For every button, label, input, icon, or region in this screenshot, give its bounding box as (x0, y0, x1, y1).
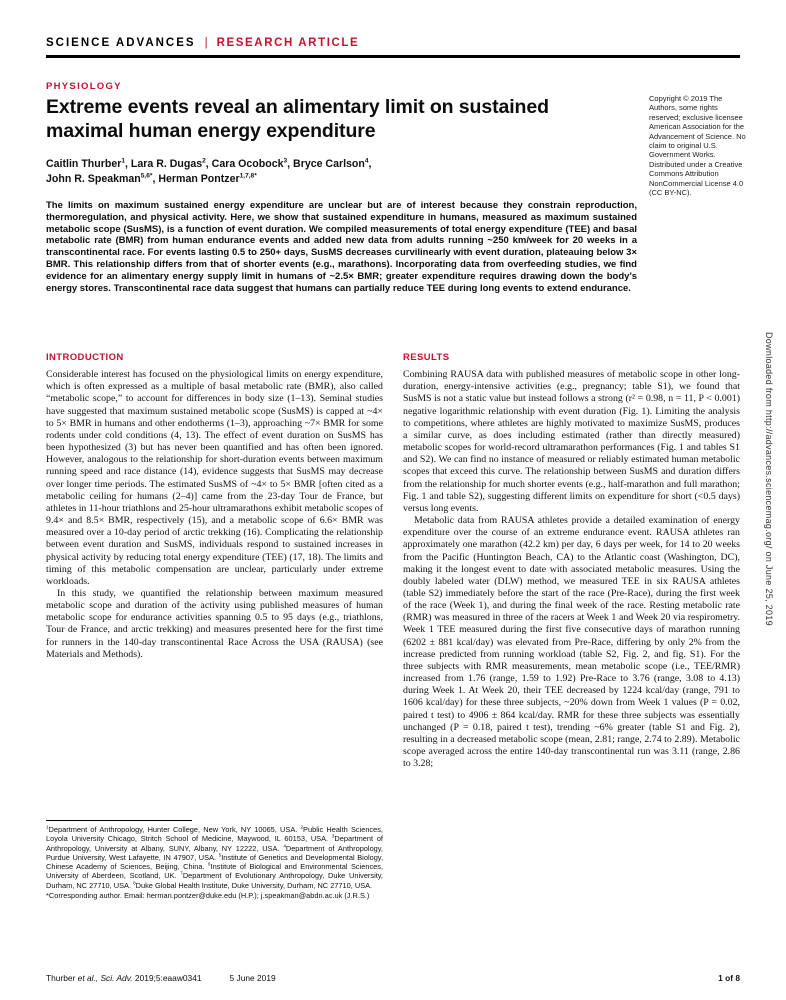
paragraph: In this study, we quantified the relationship between maximum measured metabolic scope and duration of the activity using published measures of human metabolic scope for endurance activities spanning 0.5 to 95 days (e.g., triathlons, Tour de France, and arctic trekking) and measures presented here for the first time for runners in the 140-day transcontinental Race Across the USA (RAUSA) (see Materials and Methods). (46, 587, 383, 660)
introduction-heading: INTRODUCTION (46, 352, 124, 363)
author-line: John R. Speakman$^{5,6*}$, Herman Pontzer$^{1,7,8*}$ (46, 171, 257, 185)
citation-journal: Sci. Adv. (100, 973, 135, 983)
footnotes (46, 820, 383, 900)
author-line: Caitlin Thurber$^1$, Lara R. Dugas$^2$, Cara Ocobock$^3$, Bryce Carlson$^4$, (46, 157, 372, 170)
article-title: Extreme events reveal an alimentary limit on sustained maximal human energy expenditure (46, 96, 549, 142)
page-footer (46, 973, 740, 983)
citation-detail: 2019;5:eaaw0341 (134, 973, 202, 983)
page-number: 1 of 8 (718, 973, 740, 983)
journal-masthead (46, 37, 740, 49)
journal-name: SCIENCE ADVANCES (46, 37, 196, 49)
intro-paragraphs (46, 369, 383, 661)
paragraph: Metabolic data from RAUSA athletes provide a detailed examination of energy expenditure over the course of an extreme endurance event. RAUSA athletes ran approximately one marathon (42.2 km) per day, 6 days per week, for 14 to 20 weeks from the Pacific (Huntington Beach, CA) to the Atlantic coast (Washington, DC), making it the longest event to date with associated metabolic measures. Using the doubly labeled water (DLW) method, we measured TEE in six RAUSA athletes (table S2) immediately before the start of the race (Pre-Race), during the first week of the race (Week 1), and during the final week of the race. Resting metabolic rate (RMR) was measured in three of the racers at Week 1 and Week 20 via respirometry. Week 1 TEE measured during the first five consecutive days of marathon running (6202 ± 881 kcal/day) was elevated from Pre-Race, differing by only 2% from the increase predicted from running workload (table S2, Fig. 2, and fig. S1). For the three subjects with RMR measurements, mean metabolic scope (i.e., TEE/RMR) increased from 1.76 (range, 1.59 to 1.92) Pre-Race to 3.76 (range, 3.08 to 4.13) during Week 1. At Week 20, their TEE decreased by 1224 kcal/day (range, 791 to 1606 kcal/day) for these three subjects, ~20% down from Week 1 values (P = 0.02, paired t test) to 4906 ± 864 kcal/day. RMR for these three subjects was essentially unchanged (P = 0.18, paired t test), trending ~6% greater (table S1 and Fig. 2), resulting in a decreased metabolic scope (mean, 2.81; range, 2.74 to 2.89). Metabolic scope averaged across the entire 140-day transcontinental run was 3.11 (range, 2.86 to 3.28; (403, 515, 740, 770)
affiliations: $^1$Department of Anthropology, Hunter College, New York, NY 10065, USA. $^2$Public Health Sciences, Loyola University Chicago, Stritch School of Medicine, Maywood, IL 60153, USA. $^3$Department of Anthropology, University at Albany, SUNY, Albany, NY 12222, USA. $^4$Department of Anthropology, Purdue University, West Lafayette, IN 47907, USA. $^5$Institute of Genetics and Developmental Biology, Chinese Academy of Sciences, Beijing, China. $^6$Institute of Biological and Environmental Sciences, University of Aberdeen, Scotland, UK. $^7$Department of Evolutionary Anthropology, Duke University, Durham, NC 27710, USA. $^8$Duke Global Health Institute, Duke University, Durham, NC 27710, USA. (46, 824, 384, 890)
author-lines (46, 157, 626, 186)
abstract: The limits on maximum sustained energy expenditure are unclear but are of interest because they constrain reproduction, thermoregulation, and physical activity. Here, we show that sustained expenditure in humans, measured as maximum sustained metabolic scope (SusMS), is a function of event duration. We compiled measurements of total energy expenditure (TEE) and basal metabolic rate (BMR) from human endurance events and added new data from adults running ~250 km/week for 20 weeks in a transcontinental race. For events lasting 0.5 to 250+ days, SusMS decreases curvilinearly with event duration, plateauing below 3× BMR. This relationship differs from that of shorter events (e.g., marathons). Incorporating data from overfeeding studies, we find evidence for an alimentary energy supply limit in humans of ~2.5× BMR; greater expenditure requires drawing down the body’s energy stores. Transcontinental race data suggest that humans can partially reduce TEE during long events to extend endurance. (46, 200, 637, 294)
publication-date: 5 June 2019 (229, 973, 276, 983)
download-stamp: Downloaded from http://advances.sciencemag.org/ on June 25, 2019 (764, 332, 774, 626)
corresponding-author-note: *Corresponding author. Email: herman.pontzer@duke.edu (H.P.); j.speakman@abdn.ac.uk (J.R.S.) (46, 891, 370, 901)
copyright-notice: Copyright © 2019 The Authors, some rights reserved; exclusive licensee American Association for the Advancement of Science. No claim to original U.S. Government Works. Distributed under a Creative Commons Attribution NonCommercial License 4.0 (CC BY-NC). (649, 94, 746, 198)
footnote-rule (46, 820, 192, 821)
article-type-label: RESEARCH ARTICLE (216, 37, 360, 49)
citation-author: Thurber (46, 973, 78, 983)
citation-etal: et al., (77, 973, 101, 983)
paragraph: Combining RAUSA data with published measures of metabolic scope in other long-duration, energy-intensive activities (e.g., pregnancy; table S1), we found that SusMS is not a static value but instead follows a strong (r² = 0.98, n = 11, P < 0.001) negative logarithmic relationship with event duration (Fig. 1). Limiting the analysis to competitions, where athletes are highly motivated to maximize SusMS, produces a similar curve, as does including estimated (rather than directly measured) metabolic scopes for world-record ultramarathon performances (Fig. 1 and tables S1 and S2). We can find no instance of measured or reliably estimated human metabolic scopes that exceed this curve. The relationship between SusMS and duration differs from the relationship for much shorter events (e.g., half-marathon and full marathon; Fig. 1 and table S2), suggesting different limits on expenditure for short (<0.5 days) versus long events. (403, 369, 740, 514)
masthead-rule (46, 55, 740, 58)
subject-kicker: PHYSIOLOGY (46, 81, 122, 92)
citation (46, 973, 202, 983)
left-column (46, 352, 383, 816)
paragraph: Considerable interest has focused on the physiological limits on energy expenditure, which is often expressed as a multiple of basal metabolic rate (BMR), also called “metabolic scope,” to account for differences in body size (1–13). Seminal studies have suggested that maximum sustained metabolic scope (SusMS) is capped at ~4× to 5× BMR in humans and other endotherms (1–3), approaching ~7× BMR for some rodents under cold conditions (4, 13). The effect of event duration on SusMS has been hypothesized (3) but has never been quantified and has often been ignored. However, analogous to the relationship for short-duration events between maximum running speed and race distance (14), evidence suggests that SusMS may decrease over longer time periods. The estimated SusMS of ~4× to 5× BMR [often cited as a metabolic ceiling for humans (2–4)] came from the 23-day Tour de France, but athletes in 11-hour triathlons and 25-hour ultramarathons exhibit metabolic scopes of 9.4× and 8.5× BMR, respectively (15), and a metabolic scope of 6.6× BMR was measured over a 10-day period of arctic trekking (16). Complicating the relationship between event duration and SusMS, individuals respond to sustained increases in physical activity by reducing total energy expenditure (TEE) (17, 18). The limits and timing of this metabolic compensation are unclear, particularly under extreme workloads. (46, 369, 383, 587)
results-heading: RESULTS (403, 352, 450, 363)
results-paragraphs (403, 369, 740, 770)
right-column (403, 352, 740, 968)
masthead-divider: | (204, 37, 208, 49)
